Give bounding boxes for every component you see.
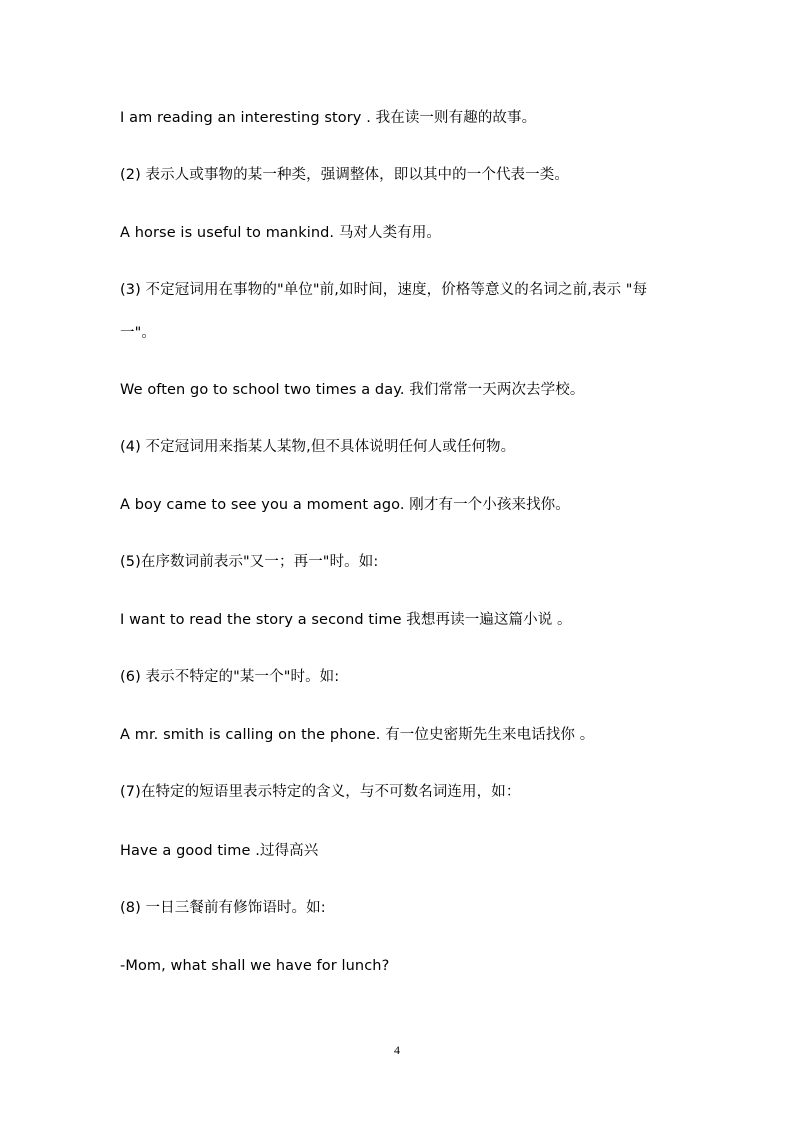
text-line: (8) 一日三餐前有修饰语时。如: [120,900,326,916]
text-line: (6) 表示不特定的"某一个"时。如: [120,669,340,685]
text-line: A mr. smith is calling on the phone. 有一位史密斯先生来电话找你 。 [120,727,595,743]
text-line: I want to read the story a second time 我想再读一遍这篇小说 。 [120,612,572,628]
text-line: Have a good time .过得高兴 [120,843,319,859]
text-line: 一"。 [120,325,156,341]
text-line: (4) 不定冠词用来指某人某物,但不具体说明任何人或任何物。 [120,439,516,455]
text-line: A boy came to see you a moment ago. 刚才有一个小孩来找你。 [120,497,570,513]
text-line: -Mom, what shall we have for lunch? [120,958,390,974]
text-line: (3) 不定冠词用在事物的"单位"前,如时间，速度，价格等意义的名词之前,表示 "每 [120,282,648,298]
text-line: (2) 表示人或事物的某一种类，强调整体，即以其中的一个代表一类。 [120,167,569,183]
text-line: (7)在特定的短语里表示特定的含义，与不可数名词连用，如： [120,784,521,800]
text-line: I am reading an interesting story . 我在读一则有趣的故事。 [120,110,537,126]
text-line: A horse is useful to mankind. 马对人类有用。 [120,225,442,241]
text-line: We often go to school two times a day. 我们常常一天两次去学校。 [120,382,585,398]
page-number: 4 [394,1043,400,1057]
text-line: (5)在序数词前表示"又一；再一"时。如: [120,554,379,570]
